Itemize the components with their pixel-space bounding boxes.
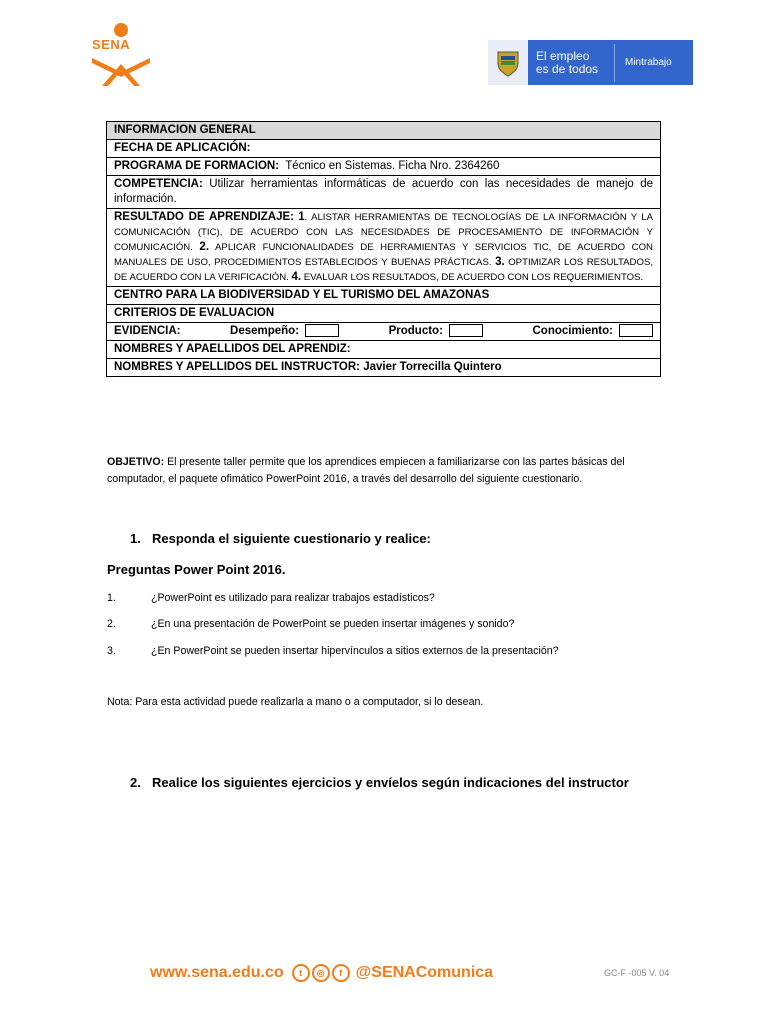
twitter-icon: t [292, 964, 310, 982]
programa-row: PROGRAMA DE FORMACION: Técnico en Sistemas. Ficha Nro. 2364260 [107, 158, 661, 176]
competencia-row: COMPETENCIA: Utilizar herramientas informáticas de acuerdo con las necesidades de manejo de información. [107, 176, 661, 209]
section-1-heading: 1. Responda el siguiente cuestionario y realice: [130, 531, 431, 546]
producto-checkbox[interactable] [449, 324, 483, 337]
resultado-row: RESULTADO DE APRENDIZAJE: 1. ALISTAR HERRAMIENTAS DE TECNOLOGÍAS DE LA INFORMACIÓN Y LA COMUNICACIÓN (TIC), DE ACUERDO CON LAS NECESIDADES DE PROCESAMIENTO DE INFORMACIÓN Y COMUNICACIÓN. 2. APLICAR FUNCIONALIDADES DE HERRAMIENTAS Y SERVICIOS TIC, DE ACUERDO CON MANUALES DE USO, PROCEDIMIENTOS ESTABLECIDOS Y BUENAS PRÁCTICAS. 3. OPTIMIZAR LOS RESULTADOS, DE ACUERDO CON LA VERIFICACIÓN. 4. EVALUAR LOS RESULTADOS, DE ACUERDO CON LOS REQUERIMIENTOS. [107, 209, 661, 287]
questions-title: Preguntas Power Point 2016. [107, 562, 286, 577]
criterios-row: CRITERIOS DE EVALUACION [107, 305, 661, 323]
aprendiz-row: NOMBRES Y APAELLIDOS DEL APRENDIZ: [107, 341, 661, 359]
info-table [106, 121, 661, 377]
ministry-name: Mintrabajo [625, 57, 672, 68]
nota-text: Nota: Para esta actividad puede realizarla a mano o a computador, si lo desean. [107, 696, 484, 708]
social-icons [292, 964, 350, 982]
question-item: 3. ¿En PowerPoint se pueden insertar hipervínculos a sitios externos de la presentación? [107, 645, 559, 657]
desempeno-checkbox[interactable] [305, 324, 339, 337]
producto-field: Producto: [389, 324, 483, 339]
instructor-row: NOMBRES Y APELLIDOS DEL INSTRUCTOR: Javier Torrecilla Quintero [107, 359, 661, 377]
sena-logo-text: SENA [92, 37, 131, 52]
website-link[interactable]: www.sena.edu.co [150, 964, 284, 981]
objetivo-paragraph: OBJETIVO: El presente taller permite que los aprendices empiecen a familiarizarse con las partes básicas del computador, el paquete ofimático PowerPoint 2016, a través del desarrollo del siguiente cuestionario. [107, 456, 625, 485]
evidencia-label: EVIDENCIA: [114, 325, 181, 337]
desempeno-field: Desempeño: [230, 324, 339, 339]
section-2-heading: 2. Realice los siguientes ejercicios y envíelos según indicaciones del instructor [130, 775, 629, 790]
question-item: 1. ¿PowerPoint es utilizado para realizar trabajos estadísticos? [107, 592, 435, 604]
ministry-banner [488, 40, 693, 85]
sena-logo-icon [88, 22, 154, 88]
centro-row: CENTRO PARA LA BIODIVERSIDAD Y EL TURISMO DEL AMAZONAS [107, 287, 661, 305]
facebook-icon: f [332, 964, 350, 982]
document-code: GC-F -005 V. 04 [604, 968, 670, 978]
question-item: 2. ¿En una presentación de PowerPoint se pueden insertar imágenes y sonido? [107, 618, 515, 630]
social-handle[interactable]: @SENAComunica [355, 964, 494, 981]
evidencia-row [107, 323, 661, 341]
footer [150, 964, 493, 982]
colombia-seal-icon [488, 40, 528, 85]
conocimiento-field: Conocimiento: [532, 324, 653, 339]
fecha-row: FECHA DE APLICACIÓN: [107, 140, 661, 158]
conocimiento-checkbox[interactable] [619, 324, 653, 337]
instagram-icon: ◎ [312, 964, 330, 982]
table-header: INFORMACION GENERAL [107, 122, 661, 140]
ministry-slogan: El empleo es de todos [536, 48, 599, 76]
